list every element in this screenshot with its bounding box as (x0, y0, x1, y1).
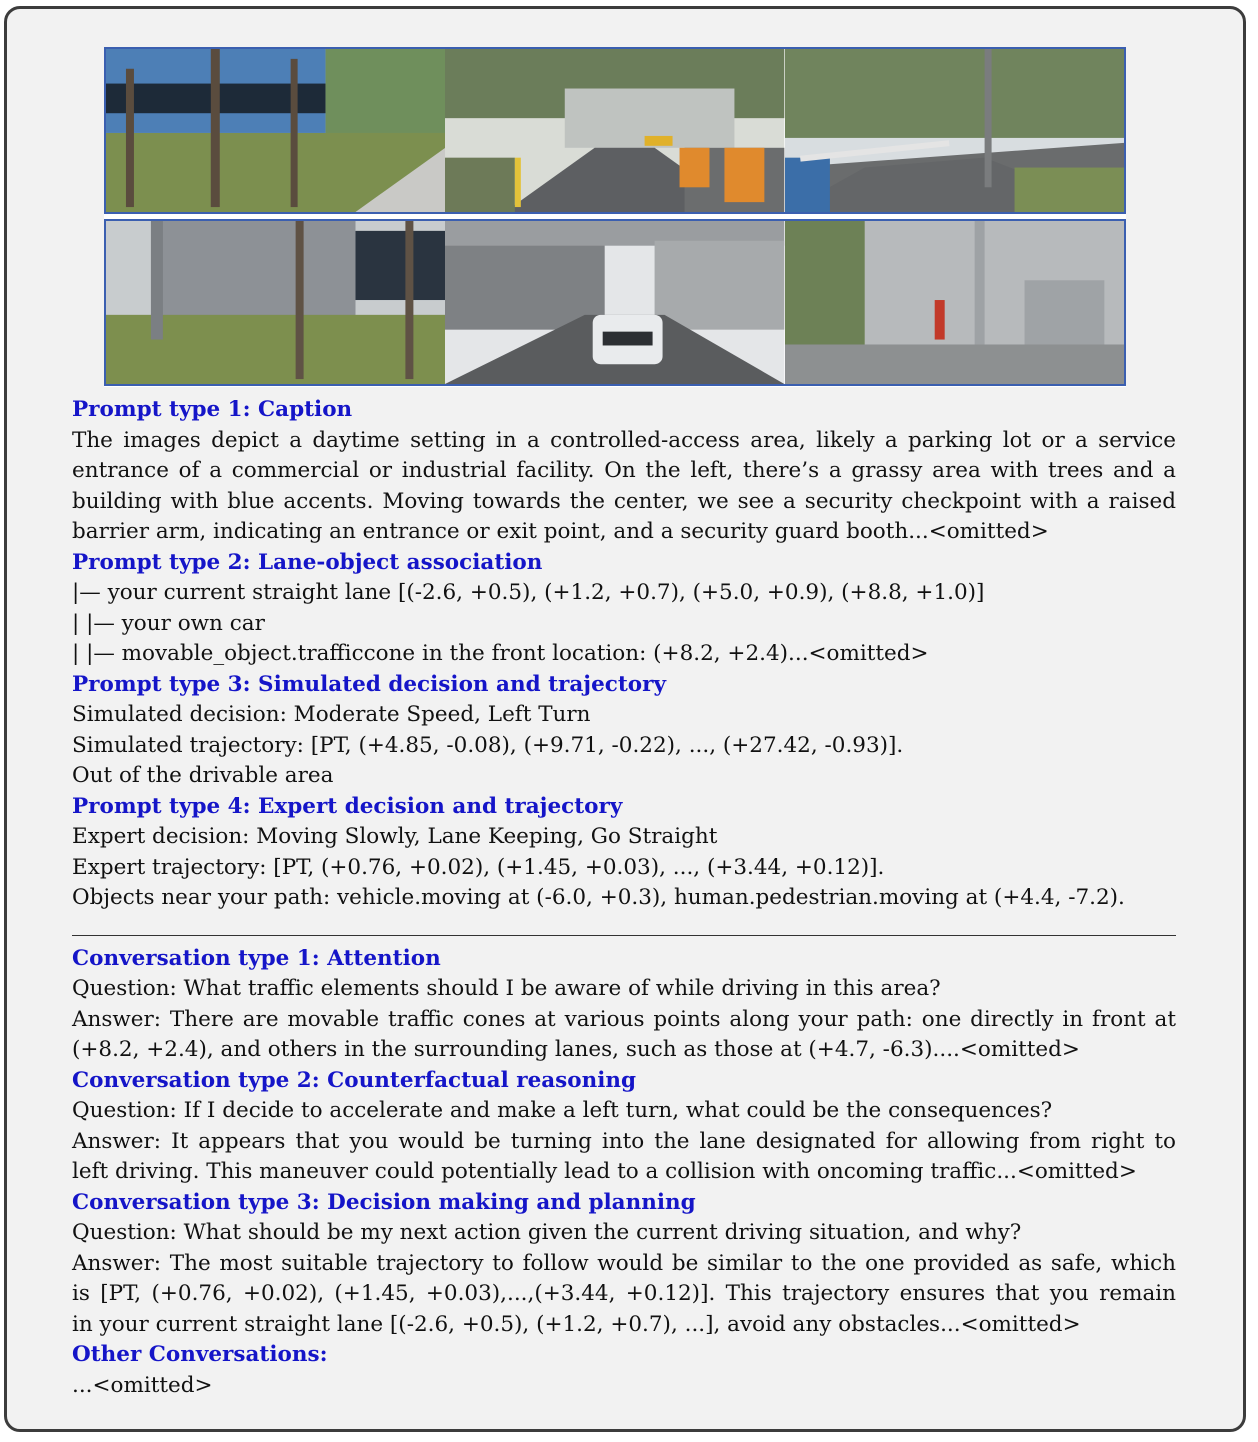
conversation-line: Question: If I decide to accelerate and make a left turn, what could be the consequences? (72, 1098, 1053, 1123)
right-back-camera-image (785, 221, 1124, 384)
conversation-line: ...<omitted> (72, 1372, 213, 1398)
simulated-decision: Simulated decision: Moderate Speed, Left Turn (72, 702, 591, 727)
conversation-3-heading: Conversation type 3: Decision making and planning (72, 1189, 696, 1215)
caption-line: The images depict a daytime setting in a controlled-access area, likely a parking lot or a service (72, 427, 1176, 453)
conversation-1-heading: Conversation type 1: Attention (72, 945, 441, 971)
prompt-2-heading: Prompt type 2: Lane-object association (72, 549, 543, 575)
conversation-line: Answer: There are movable traffic cones at various points along your path: one directly in front at (72, 1006, 1176, 1032)
lane-tree-line: |— your current straight lane [(-2.6, +0.5), (+1.2, +0.7), (+5.0, +0.9), (+8.8, +1.0)] (72, 580, 985, 605)
conversation-line: in your current straight lane [(-2.6, +0.5), (+1.2, +0.7), ...], avoid any obstacles...<omitted> (72, 1311, 1081, 1337)
objects-near-path: Objects near your path: vehicle.moving at (-6.0, +0.3), human.pedestrian.moving at (+4.4, -7.2). (72, 885, 1125, 910)
prompt-3-heading: Prompt type 3: Simulated decision and trajectory (72, 671, 666, 697)
caption-line: building with blue accents. Moving towards the center, we see a security checkpoint with a raised (72, 488, 1176, 514)
expert-decision: Expert decision: Moving Slowly, Lane Keeping, Go Straight (72, 824, 718, 849)
prompt-1-heading: Prompt type 1: Caption (72, 397, 353, 422)
camera-row-bottom (104, 219, 1126, 386)
conversation-line: Answer: It appears that you would be turning into the lane designated for allowing from right to (72, 1128, 1176, 1154)
conversation-line: is [PT, (+0.76, +0.02), (+1.45, +0.03),...,(+3.44, +0.12)]. This trajectory ensures that you remain (72, 1281, 1176, 1306)
front-camera-image (445, 49, 784, 212)
conversation-line: (+8.2, +2.4), and others in the surrounding lanes, such as those at (+4.7, -6.3)....<omitted> (72, 1037, 1080, 1062)
conversation-section (72, 944, 1176, 1402)
caption-line: barrier arm, indicating an entrance or exit point, and a security guard booth...<omitted> (72, 519, 1049, 544)
drivable-area-note: Out of the drivable area (72, 763, 334, 788)
conversation-line: Answer: The most suitable trajectory to follow would be similar to the one provided as safe, which (72, 1250, 1176, 1276)
camera-row-top (104, 47, 1126, 214)
right-front-camera-image (785, 49, 1124, 212)
expert-trajectory: Expert trajectory: [PT, (+0.76, +0.02), (+1.45, +0.03), ..., (+3.44, +0.12)]. (72, 854, 885, 880)
back-camera-image (445, 221, 784, 384)
conversation-line: Question: What should be my next action given the current driving situation, and why? (72, 1220, 1022, 1245)
conversation-line: Question: What traffic elements should I be aware of while driving in this area? (72, 976, 941, 1001)
conversation-line: left driving. This maneuver could potentially lead to a collision with oncoming traffic...<omitted> (72, 1159, 1137, 1184)
simulated-trajectory: Simulated trajectory: [PT, (+4.85, -0.08), (+9.71, -0.22), ..., (+27.42, -0.93)]. (72, 732, 904, 758)
example-text (72, 395, 1176, 1401)
prompt-4-heading: Prompt type 4: Expert decision and trajectory (72, 793, 623, 819)
left-front-camera-image (106, 49, 445, 212)
conversation-2-heading: Conversation type 2: Counterfactual reasoning (72, 1067, 637, 1093)
prompt-section (72, 395, 1176, 914)
left-back-camera-image (106, 221, 445, 384)
lane-tree-line: | |— your own car (72, 610, 265, 636)
section-divider (72, 935, 1176, 936)
other-conversations-heading: Other Conversations: (72, 1342, 328, 1367)
lane-tree-line: | |— movable_object.trafficcone in the front location: (+8.2, +2.4)...<omitted> (72, 641, 929, 666)
camera-image-grid (104, 47, 1126, 387)
caption-line: entrance of a commercial or industrial facility. On the left, there’s a grassy area with trees and a (72, 458, 1176, 483)
